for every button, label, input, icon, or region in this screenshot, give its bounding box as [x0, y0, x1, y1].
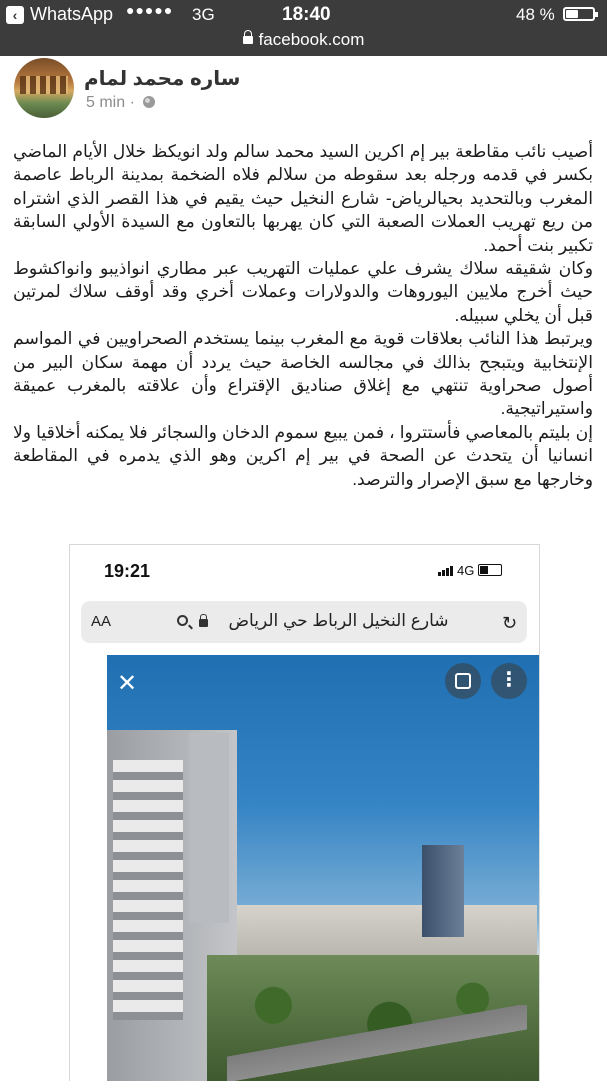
city-photo — [107, 655, 539, 1081]
image-network: 4G — [457, 563, 475, 578]
post-header — [0, 56, 607, 126]
post-paragraph: ويرتبط هذا النائب بعلاقات قوية مع المغرب بينما يستخدم الصحراويين في المواسم الإنتخابية ويتبجح بذالك في مجالسه الخاصة حيث يردد أن مهمة سكان البير من أصول صحراوية تنتهي مع إغلاق صناديق الإقتراع وأن علاقته بالمغرب عميقة واستيراتيجية. — [13, 328, 593, 419]
image-clock: 19:21 — [104, 561, 151, 581]
post-meta: 5 min · — [86, 94, 155, 112]
post-paragraph: أصيب نائب مقاطعة بير إم اكرين السيد محمد سالم ولد انويكظ خلال الأيام الماضي بكسر في قدمه ورجله بعد سقوطه من سلالم فلاه الضخمة بمدينة الرباط عاصمة المغرب وبالتحديد بحيالرياض- شارع النخيل حيث يقيم في هذا القصر الذي اشتراه من ريع تهريب العملات الصعبة التي كان يهربها بالتعاون مع السيدة الأولي السابقة تكبير بنت أحمد. — [13, 141, 593, 255]
back-arrow-icon[interactable]: ‹ — [6, 6, 24, 24]
post-paragraph: إن بليتم بالمعاصي فأستتروا ، فمن يبيع سموم الدخان والسجائر فلا يمكنه أخلاقيا ولا انسانيا أن يتحدث عن الصحة في بير إم اكرين وهو الذي يدمره في المقاطعة وخارجها مع سبق الإصرار والترصد. — [13, 421, 593, 489]
road — [227, 1005, 527, 1081]
battery-percent: 48 % — [516, 5, 555, 24]
url-text: facebook.com — [258, 30, 365, 49]
post-time[interactable]: 5 min — [86, 94, 126, 111]
signal-strength: ●●●●● — [126, 2, 174, 18]
building-left-top — [189, 733, 229, 923]
back-to-app-label[interactable]: WhatsApp — [30, 4, 114, 24]
network-type: 3G — [192, 5, 215, 24]
post-paragraph: وكان شقيقه سلاك يشرف علي عمليات التهريب عبر مطاري انواذيبو وانواكشوط حيث أخرج ملايين اليوروهات والدولارات وعملات أخري وقد أوقف سلاك لمرتين قبل أن يخلي سبيله. — [13, 258, 593, 325]
image-status-icons — [438, 563, 502, 579]
address-bar[interactable] — [0, 30, 607, 50]
tower-building — [422, 845, 464, 937]
lens-icon — [445, 663, 481, 699]
signal-bars-icon — [438, 564, 454, 579]
lock-icon — [243, 36, 253, 44]
image-address-bar — [81, 601, 527, 643]
avatar[interactable] — [14, 58, 74, 118]
post-body — [13, 140, 593, 491]
search-icon — [177, 615, 188, 626]
author-name[interactable]: ساره محمد لمام — [84, 68, 241, 90]
more-icon: ⋮ — [491, 663, 527, 699]
text-size-button: AA — [91, 613, 112, 630]
status-bar — [0, 0, 607, 56]
globe-icon — [143, 96, 155, 108]
clock: 18:40 — [282, 4, 331, 25]
battery-icon — [563, 7, 595, 21]
reload-icon: ↻ — [502, 613, 518, 633]
battery-icon — [478, 564, 502, 576]
close-icon: ✕ — [117, 670, 138, 697]
image-url-text: شارع النخيل الرباط حي الرياض — [228, 611, 449, 630]
post-image[interactable] — [69, 544, 540, 1081]
lock-icon — [199, 619, 208, 627]
